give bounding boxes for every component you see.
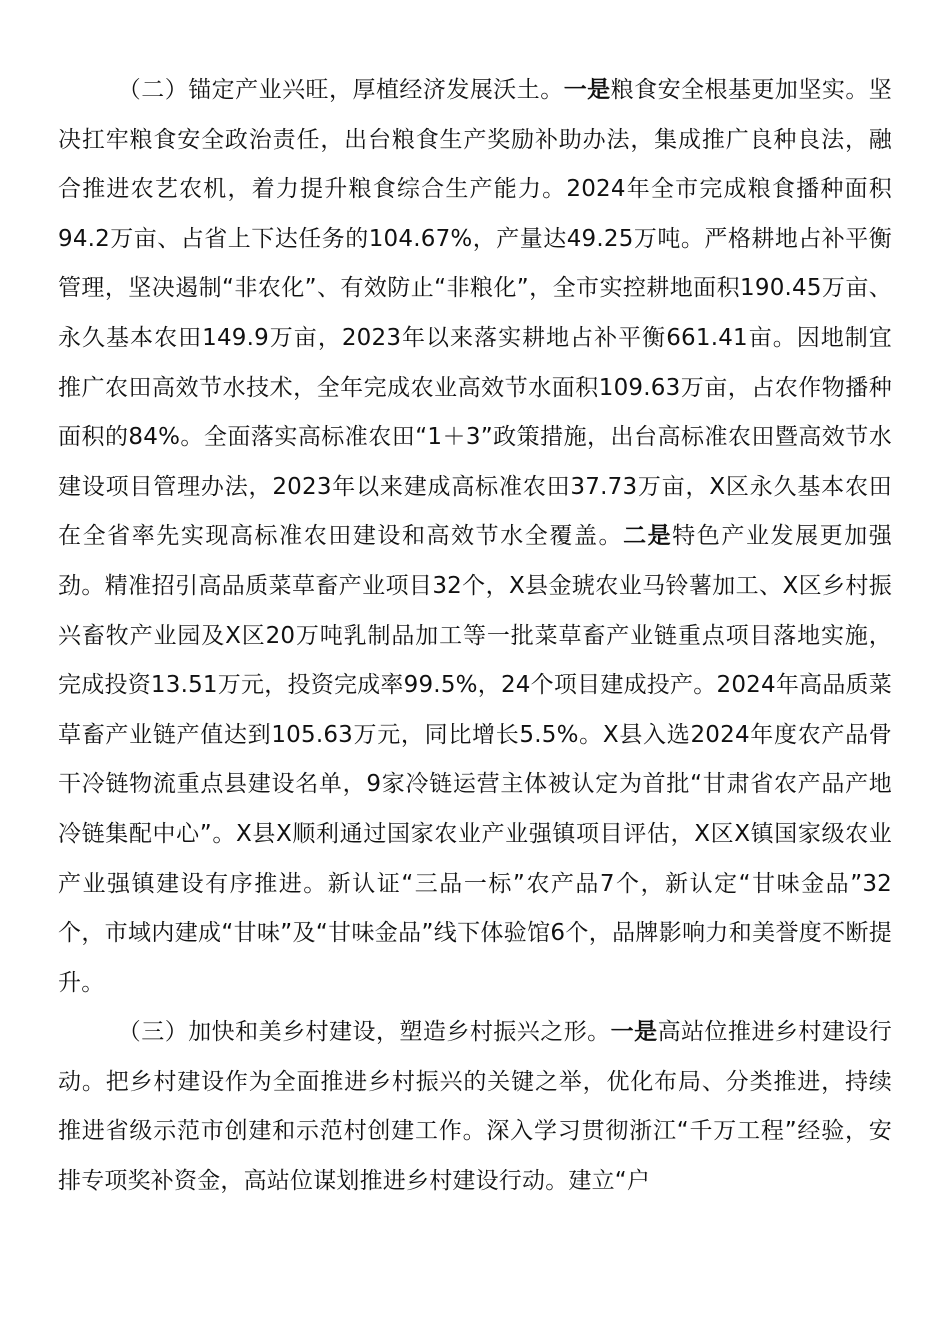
paragraph-text-grain-security: 粮食安全根基更加坚实。坚决扛牢粮食安全政治责任，出台粮食生产奖励补助办法，集成推广良种良法，融合推进农艺农机，着力提升粮食综合生产能力。2024年全市完成粮食播种面积94.2万亩、占省上下达任务的104.67%，产量达49.25万吨。严格耕地占补平衡管理，坚决遏制“非农化”、有效防止“非粮化”，全市实控耕地面积190.45万亩、永久基本农田149.9万亩，2023年以来落实耕地占补平衡661.41亩。因地制宜推广农田高效节水技术，全年完成农业高效节水面积109.63万亩，占农作物播种面积的84%。全面落实高标准农田“1＋3”政策措施，出台高标准农田暨高效节水建设项目管理办法，2023年以来建成高标准农田37.73万亩，X区永久基本农田在全省率先实现高标准农田建设和高效节水全覆盖。: [58, 77, 892, 550]
bold-marker-second: 二是: [623, 523, 673, 550]
paragraph-text-rural-action: 高站位推进乡村建设行动。把乡村建设作为全面推进乡村振兴的关键之举，优化布局、分类推进，持续推进省级示范市创建和示范村创建工作。深入学习贯彻浙江“千万工程”经验，安排专项奖补资金，高站位谋划推进乡村建设行动。建立“户: [58, 1019, 892, 1195]
paragraph-text-featured-industry: 特色产业发展更加强劲。精准招引高品质菜草畜产业项目32个，X县金琥农业马铃薯加工、X区乡村振兴畜牧产业园及X区20万吨乳制品加工等一批菜草畜产业链重点项目落地实施，完成投资13.51万元，投资完成率99.5%，24个项目建成投产。2024年高品质菜草畜产业链产值达到105.63万元，同比增长5.5%。X县入选2024年度农产品骨干冷链物流重点县建设名单，9家冷链运营主体被认定为首批“甘肃省农产品产地冷链集配中心”。X县X顺利通过国家农业产业强镇项目评估，X区X镇国家级农业产业强镇建设有序推进。新认证“三品一标”农产品7个，新认定“甘味金品”32个，市域内建成“甘味”及“甘味金品”线下体验馆6个，品牌影响力和美誉度不断提升。: [58, 523, 892, 996]
bold-marker-first: 一是: [563, 77, 611, 103]
paragraph-rural-construction: [58, 1008, 892, 1206]
paragraph-industry: [58, 66, 892, 1008]
bold-marker-first-2: 一是: [610, 1019, 658, 1046]
paragraph-heading-2: （二）锚定产业兴旺，厚植经济发展沃土。: [117, 77, 564, 103]
document-body: [58, 66, 892, 1207]
paragraph-heading-3: （三）加快和美乡村建设，塑造乡村振兴之形。: [117, 1019, 611, 1046]
